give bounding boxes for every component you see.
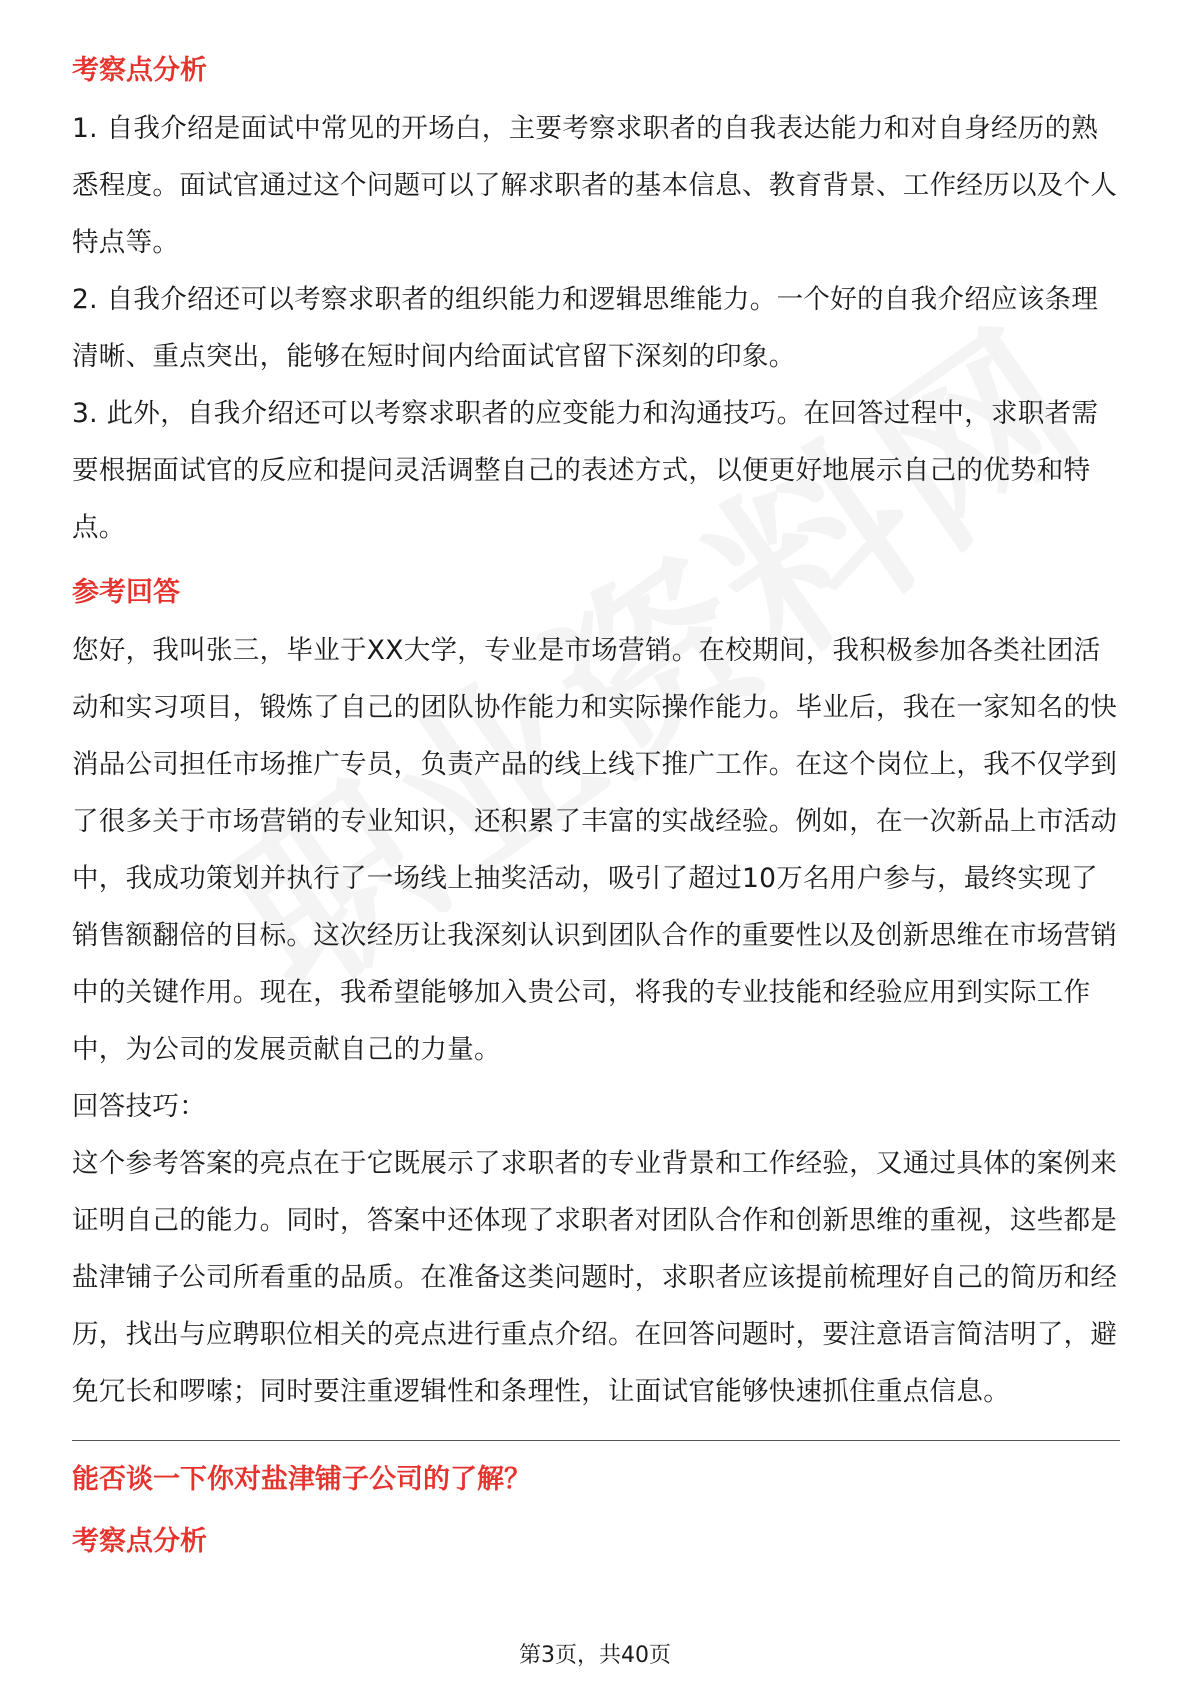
analysis-point-2: 2. 自我介绍还可以考察求职者的组织能力和逻辑思维能力。一个好的自我介绍应该条理清晰、重点突出，能够在短时间内给面试官留下深刻的印象。 — [72, 284, 1099, 372]
analysis-point-1: 1. 自我介绍是面试中常见的开场白，主要考察求职者的自我表达能力和对自身经历的熟悉程度。面试官通过这个问题可以了解求职者的基本信息、教育背景、工作经历以及个人特点等。 — [72, 113, 1118, 258]
answer-tips-label: 回答技巧： — [72, 1091, 206, 1122]
document-body — [72, 52, 1120, 1571]
section-heading-analysis: 考察点分析 — [72, 55, 207, 86]
section-heading-analysis-next: 考察点分析 — [72, 1526, 207, 1557]
section-divider — [72, 1440, 1120, 1441]
section-heading-reference-answer: 参考回答 — [72, 577, 180, 608]
reference-answer-text: 您好，我叫张三，毕业于XX大学，专业是市场营销。在校期间，我积极参加各类社团活动和实习项目，锻炼了自己的团队协作能力和实际操作能力。毕业后，我在一家知名的快消品公司担任市场推广专员，负责产品的线上线下推广工作。在这个岗位上，我不仅学到了很多关于市场营销的专业知识，还积累了丰富的实战经验。例如，在一次新品上市活动中，我成功策划并执行了一场线上抽奖活动，吸引了超过10万名用户参与，最终实现了销售额翻倍的目标。这次经历让我深刻认识到团队合作的重要性以及创新思维在市场营销中的关键作用。现在，我希望能够加入贵公司，将我的专业技能和经验应用到实际工作中，为公司的发展贡献自己的力量。 — [72, 635, 1118, 1065]
analysis-point-3: 3. 此外，自我介绍还可以考察求职者的应变能力和沟通技巧。在回答过程中，求职者需要根据面试官的反应和提问灵活调整自己的表述方式，以便更好地展示自己的优势和特点。 — [72, 398, 1099, 543]
next-question-title: 能否谈一下你对盐津铺子公司的了解？ — [72, 1464, 531, 1495]
page-number: 第3页，共40页 — [519, 1643, 671, 1668]
answer-tips-text: 这个参考答案的亮点在于它既展示了求职者的专业背景和工作经验，又通过具体的案例来证明自己的能力。同时，答案中还体现了求职者对团队合作和创新思维的重视，这些都是盐津铺子公司所看重的品质。在准备这类问题时，求职者应该提前梳理好自己的简历和经历，找出与应聘职位相关的亮点进行重点介绍。在回答问题时，要注意语言简洁明了，避免冗长和啰嗦；同时要注重逻辑性和条理性，让面试官能够快速抓住重点信息。 — [72, 1148, 1118, 1407]
